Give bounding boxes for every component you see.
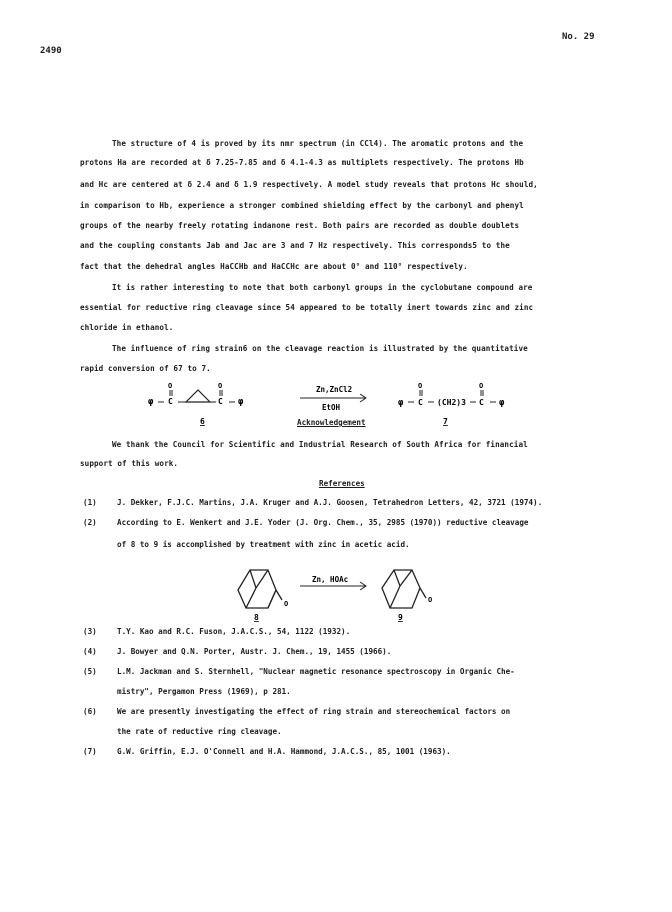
reference-text: G.W. Griffin, E.J. O'Connell and H.A. Hammond, J.A.C.S., 85, 1001 (1963). xyxy=(117,747,451,756)
reference-number: (2) xyxy=(83,518,97,527)
paragraph-line: rapid conversion of 67 to 7. xyxy=(80,364,211,373)
carbonyl-carbon: C xyxy=(479,398,484,407)
oxygen: O xyxy=(428,596,433,604)
reference-text: T.Y. Kao and R.C. Fuson, J.A.C.S., 54, 1122 (1932). xyxy=(117,627,351,636)
compound-9-structure xyxy=(382,570,426,608)
reagent: Zn, HOAc xyxy=(312,575,349,584)
phi-left: φ xyxy=(398,398,404,408)
references-heading: References xyxy=(319,479,365,488)
paragraph-line: protons Ha are recorded at δ 7.25-7.85 and δ 4.1-4.3 as multiplets respectively. The protons Hb xyxy=(80,158,524,167)
reagent-bottom: EtOH xyxy=(322,403,341,412)
reference-text: According to E. Wenkert and J.E. Yoder (J. Org. Chem., 35, 2985 (1970)) reductive cleavage xyxy=(117,518,529,527)
reaction-scheme-2 xyxy=(220,556,460,628)
oxygen: O xyxy=(479,382,484,390)
oxygen: O xyxy=(418,382,423,390)
reference-text: of 8 to 9 is accomplished by treatment with zinc in acetic acid. xyxy=(117,540,410,549)
paragraph-line: It is rather interesting to note that both carbonyl groups in the cyclobutane compound are xyxy=(112,283,533,292)
cyclopropane-ring xyxy=(186,390,210,402)
paragraph-line: in comparison to Hb, experience a stronger combined shielding effect by the carbonyl and phenyl xyxy=(80,201,524,210)
compound-label-6: 6 xyxy=(200,417,205,426)
reference-number: (3) xyxy=(83,627,97,636)
acknowledgement-text: We thank the Council for Scientific and Industrial Research of South Africa for financial xyxy=(112,440,528,449)
compound-label-7: 7 xyxy=(443,417,448,426)
reference-number: (6) xyxy=(83,707,97,716)
reference-text: the rate of reductive ring cleavage. xyxy=(117,727,282,736)
carbonyl-carbon: C xyxy=(168,397,173,406)
paragraph-line: The influence of ring strain6 on the cleavage reaction is illustrated by the quantitative xyxy=(112,344,528,353)
paragraph-line: fact that the dehedral angles HaCCHb and HaCCHc are about 0° and 110° respectively. xyxy=(80,262,468,271)
methylene-chain: (CH2)3 xyxy=(437,398,466,407)
acknowledgement-text: support of this work. xyxy=(80,459,179,468)
carbonyl-carbon: C xyxy=(418,398,423,407)
paragraph-line: essential for reductive ring cleavage since 54 appeared to be totally inert towards zinc and zinc xyxy=(80,303,534,312)
issue-number: No. 29 xyxy=(562,32,595,42)
reference-text: L.M. Jackman and S. Sternhell, "Nuclear magnetic resonance spectroscopy in Organic Che- xyxy=(117,667,515,676)
paragraph-line: and the coupling constants Jab and Jac are 3 and 7 Hz respectively. This corresponds5 to the xyxy=(80,241,510,250)
reagent-top: Zn,ZnCl2 xyxy=(316,385,353,394)
reference-number: (4) xyxy=(83,647,97,656)
paragraph-line: and Hc are centered at δ 2.4 and δ 1.9 respectively. A model study reveals that protons Hc should, xyxy=(80,180,538,189)
paragraph-line: chloride in ethanol. xyxy=(80,323,174,332)
compound-8-structure xyxy=(238,570,282,608)
paragraph-line: groups of the nearby freely rotating indanone rest. Both pairs are recorded as double doublets xyxy=(80,221,520,230)
compound-label-9: 9 xyxy=(398,613,403,622)
oxygen: O xyxy=(284,600,289,608)
reference-text: J. Dekker, F.J.C. Martins, J.A. Kruger and A.J. Goosen, Tetrahedron Letters, 42, 3721 (1974). xyxy=(117,498,543,507)
phi-left: φ xyxy=(148,397,154,407)
phi-right: φ xyxy=(499,398,505,408)
oxygen: O xyxy=(218,382,223,390)
reference-number: (1) xyxy=(83,498,97,507)
oxygen: O xyxy=(168,382,173,390)
reference-text: We are presently investigating the effect of ring strain and stereochemical factors on xyxy=(117,707,511,716)
phi-right: φ xyxy=(238,397,244,407)
compound-label-8: 8 xyxy=(254,613,259,622)
reference-text: J. Bowyer and Q.N. Porter, Austr. J. Chem., 19, 1455 (1966). xyxy=(117,647,392,656)
reference-number: (7) xyxy=(83,747,97,756)
carbonyl-carbon: C xyxy=(218,397,223,406)
page-number: 2490 xyxy=(40,46,62,56)
reference-text: mistry", Pergamon Press (1969), p 281. xyxy=(117,687,291,696)
reference-number: (5) xyxy=(83,667,97,676)
paragraph-line: The structure of 4 is proved by its nmr spectrum (in CCl4). The aromatic protons and the xyxy=(112,139,524,148)
acknowledgement-heading: Acknowledgement xyxy=(297,418,366,427)
